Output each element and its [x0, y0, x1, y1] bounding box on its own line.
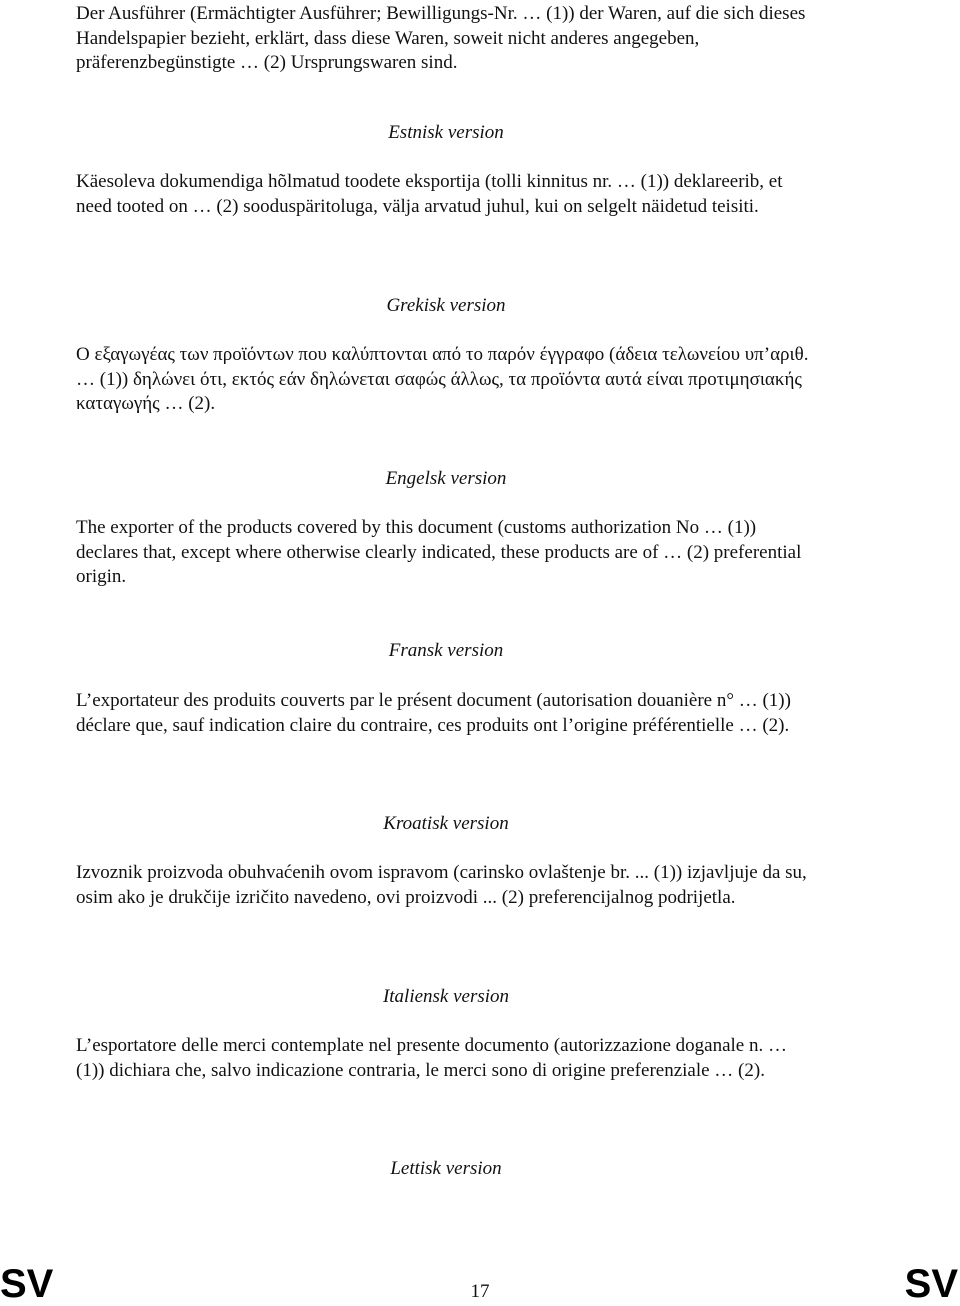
italian-heading: Italiensk version [382, 986, 510, 1007]
french-paragraph: L’exportateur des produits couverts par le présent document (autorisation douanière n° … (1)) déclare que, sauf indication claire du contraire, ces produits ont l’origine préférentielle … (2). [76, 690, 791, 736]
greek-paragraph: Ο εξαγωγέας των προϊόντων που καλύπτονται από το παρόν έγγραφο (άδεια τελωνείου υπ’αριθ. … (1)) δηλώνει ότι, εκτός εάν δηλώνεται σαφώς άλλως, τα προϊόντα αυτά είναι προτιμησιακής καταγωγής … (2). [76, 344, 809, 414]
english-paragraph: The exporter of the products covered by this document (customs authorization No … (1)) declares that, except where otherwise clearly indicated, these products are of … (2) preferential origin. [76, 517, 802, 587]
italian-paragraph: L’esportatore delle merci contemplate nel presente documento (autorizzazione doganale n. … (1)) dichiara che, salvo indicazione contraria, le merci sono di origine preferenziale … (2). [76, 1035, 787, 1081]
estonian-heading: Estnisk version [388, 122, 504, 143]
footer-language-left: SV [0, 1262, 54, 1306]
page-number: 17 [470, 1281, 490, 1302]
estonian-paragraph: Käesoleva dokumendiga hõlmatud toodete eksportija (tolli kinnitus nr. … (1)) deklareerib, et need tooted on … (2) sooduspäritoluga, välja arvatud juhul, kui on selgelt näidetud teisiti. [76, 171, 783, 217]
french-heading: Fransk version [388, 640, 504, 661]
croatian-heading: Kroatisk version [383, 813, 509, 834]
latvian-heading: Lettisk version [390, 1158, 502, 1179]
greek-heading: Grekisk version [386, 295, 506, 316]
english-heading: Engelsk version [385, 468, 507, 489]
german-paragraph: Der Ausführer (Ermächtigter Ausführer; Bewilligungs-Nr. … (1)) der Waren, auf die sich dieses Handelspapier bezieht, erklärt, dass diese Waren, soweit nicht anderes angegeben, präferenzbegünstigte … (2) Ursprungswaren sind. [76, 3, 806, 73]
croatian-paragraph: Izvoznik proizvoda obuhvaćenih ovom ispravom (carinsko ovlaštenje br. ... (1)) izjavljuje da su, osim ako je drukčije izričito navedeno, ovi proizvodi ... (2) preferencijalnog podrijetla. [76, 862, 807, 908]
footer-language-right: SV [904, 1262, 958, 1306]
